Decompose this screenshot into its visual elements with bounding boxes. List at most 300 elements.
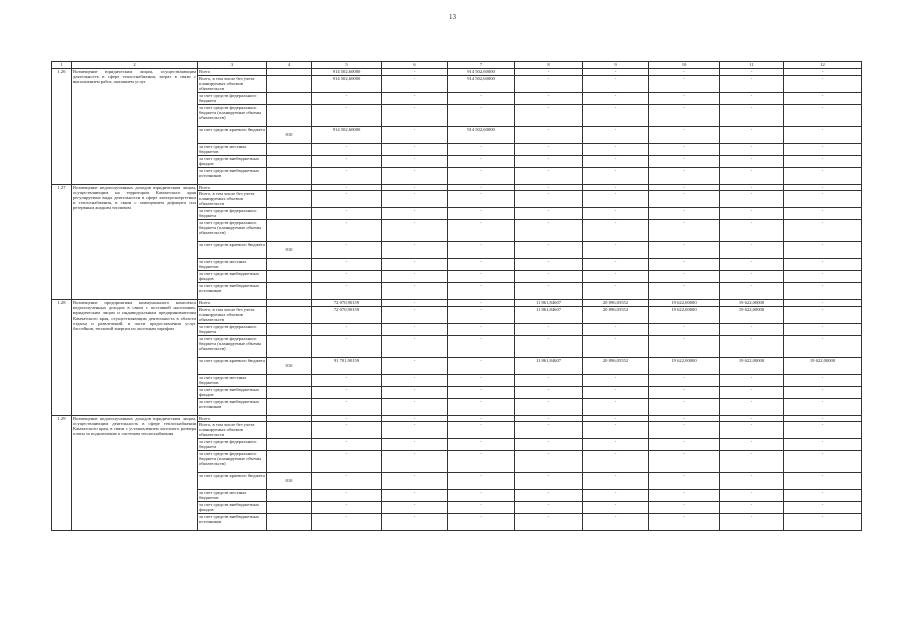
value-cell: - [649, 451, 720, 473]
value-cell: - [515, 439, 583, 451]
value-cell: - [382, 422, 448, 439]
value-cell: - [382, 104, 448, 126]
value-cell: - [649, 259, 720, 271]
value-cell: - [649, 242, 720, 259]
value-cell: - [312, 439, 382, 451]
budget-code [267, 92, 312, 104]
value-cell: - [720, 191, 784, 208]
value-cell: - [649, 104, 720, 126]
funding-source: за счет средств краевого бюджета [198, 357, 267, 374]
value-cell: - [448, 415, 515, 422]
section-number: 1.26 [52, 69, 72, 185]
budget-code [267, 422, 312, 439]
value-cell: 20 896,05552 [583, 357, 649, 374]
value-cell: - [583, 155, 649, 167]
funding-source: за счет средств внебюджетных фондов [198, 502, 267, 514]
budget-code: 810 [267, 126, 312, 143]
value-cell: 19 622,00000 [649, 357, 720, 374]
header-cell: 7 [448, 62, 515, 69]
value-cell: - [583, 451, 649, 473]
value-cell: - [515, 184, 583, 191]
value-cell: - [649, 323, 720, 335]
header-cell: 3 [198, 62, 267, 69]
value-cell: - [720, 422, 784, 439]
funding-source: за счет средств внебюджетных источников [198, 514, 267, 531]
value-cell: 914 502,60000 [448, 75, 515, 92]
value-cell: - [649, 374, 720, 386]
value-cell: - [312, 242, 382, 259]
funding-source: за счет средств внебюджетных источников [198, 398, 267, 415]
value-cell: - [720, 386, 784, 398]
value-cell: - [382, 502, 448, 514]
value-cell: - [649, 208, 720, 220]
value-cell: - [382, 167, 448, 184]
value-cell: 19 622,00000 [649, 300, 720, 307]
value-cell: 19 622,00000 [784, 357, 862, 374]
value-cell: - [649, 69, 720, 76]
value-cell: - [515, 92, 583, 104]
value-cell: - [649, 283, 720, 300]
header-cell: 4 [267, 62, 312, 69]
value-cell: 19 622,00000 [720, 300, 784, 307]
value-cell: - [382, 514, 448, 531]
value-cell: - [649, 490, 720, 502]
value-cell: 72 070,90159 [312, 300, 382, 307]
header-cell: 6 [382, 62, 448, 69]
value-cell: - [583, 283, 649, 300]
value-cell: - [784, 92, 862, 104]
value-cell: - [583, 398, 649, 415]
value-cell: - [382, 323, 448, 335]
value-cell: - [720, 208, 784, 220]
value-cell: - [515, 69, 583, 76]
value-cell: - [382, 92, 448, 104]
value-cell: - [720, 398, 784, 415]
value-cell: 72 070,90159 [312, 306, 382, 323]
value-cell: - [312, 271, 382, 283]
value-cell: - [720, 167, 784, 184]
value-cell: - [649, 502, 720, 514]
budget-code: 810 [267, 357, 312, 374]
value-cell: 11 861,84607 [515, 300, 583, 307]
value-cell: - [583, 490, 649, 502]
value-cell: - [382, 300, 448, 307]
value-cell: - [312, 386, 382, 398]
value-cell: - [312, 473, 382, 490]
value-cell: - [583, 386, 649, 398]
value-cell: - [784, 184, 862, 191]
value-cell: - [448, 104, 515, 126]
funding-source: за счет средств краевого бюджета [198, 473, 267, 490]
funding-source: Всего, в том числе без учета планируемых объемов обязательств [198, 422, 267, 439]
budget-code [267, 283, 312, 300]
funding-source: за счет средств федерального бюджета (планируемые объемы обязательств) [198, 451, 267, 473]
budget-code [267, 502, 312, 514]
value-cell: - [583, 143, 649, 155]
budget-code [267, 259, 312, 271]
value-cell: 914 502,60000 [312, 126, 382, 143]
value-cell: - [448, 357, 515, 374]
header-cell: 11 [720, 62, 784, 69]
value-cell: - [784, 514, 862, 531]
value-cell: - [720, 502, 784, 514]
funding-source: за счет средств федерального бюджета (планируемые объемы обязательств) [198, 104, 267, 126]
value-cell: - [382, 335, 448, 357]
value-cell: - [583, 335, 649, 357]
header-cell: 8 [515, 62, 583, 69]
value-cell: - [583, 422, 649, 439]
value-cell: - [720, 439, 784, 451]
value-cell: - [382, 191, 448, 208]
value-cell: - [382, 386, 448, 398]
budget-code [267, 143, 312, 155]
value-cell: - [720, 242, 784, 259]
value-cell: - [720, 451, 784, 473]
value-cell: - [720, 155, 784, 167]
value-cell: - [515, 451, 583, 473]
value-cell: - [784, 259, 862, 271]
value-cell: - [448, 184, 515, 191]
header-cell: 10 [649, 62, 720, 69]
value-cell: - [515, 155, 583, 167]
budget-code [267, 167, 312, 184]
value-cell: 20 896,05552 [583, 306, 649, 323]
value-cell: - [448, 208, 515, 220]
value-cell: - [515, 259, 583, 271]
value-cell: - [583, 191, 649, 208]
value-cell: - [784, 473, 862, 490]
value-cell: - [649, 514, 720, 531]
value-cell: - [515, 335, 583, 357]
value-cell: - [784, 323, 862, 335]
value-cell: - [784, 69, 862, 76]
budget-code [267, 75, 312, 92]
value-cell: - [515, 502, 583, 514]
value-cell: - [720, 490, 784, 502]
value-cell: 11 861,84607 [515, 357, 583, 374]
value-cell: - [784, 451, 862, 473]
value-cell: - [583, 323, 649, 335]
value-cell: - [312, 104, 382, 126]
value-cell: - [312, 155, 382, 167]
value-cell: 914 502,60000 [312, 75, 382, 92]
value-cell: - [583, 415, 649, 422]
funding-source: за счет средств внебюджетных фондов [198, 386, 267, 398]
funding-source: Всего [198, 184, 267, 191]
funding-source: за счет средств краевого бюджета [198, 126, 267, 143]
value-cell: - [720, 104, 784, 126]
funding-source: за счет средств местных бюджетов [198, 490, 267, 502]
value-cell: 11 861,84607 [515, 306, 583, 323]
value-cell: - [515, 75, 583, 92]
value-cell: - [382, 155, 448, 167]
value-cell: - [784, 271, 862, 283]
value-cell: - [448, 439, 515, 451]
budget-code [267, 208, 312, 220]
budget-code [267, 220, 312, 242]
budget-code [267, 398, 312, 415]
budget-code [267, 335, 312, 357]
value-cell: - [382, 374, 448, 386]
funding-source: за счет средств внебюджетных источников [198, 283, 267, 300]
value-cell: - [448, 306, 515, 323]
value-cell: - [312, 451, 382, 473]
value-cell: - [649, 439, 720, 451]
value-cell: - [720, 92, 784, 104]
value-cell: - [448, 155, 515, 167]
funding-source: за счет средств федерального бюджета (планируемые объемы обязательств) [198, 220, 267, 242]
value-cell: - [649, 335, 720, 357]
budget-code [267, 155, 312, 167]
value-cell: - [382, 242, 448, 259]
value-cell: - [382, 208, 448, 220]
value-cell: - [312, 398, 382, 415]
value-cell: 19 622,00000 [649, 306, 720, 323]
value-cell: - [312, 283, 382, 300]
value-cell: - [784, 191, 862, 208]
value-cell: - [448, 283, 515, 300]
value-cell: - [515, 167, 583, 184]
section-number: 1.28 [52, 300, 72, 416]
value-cell: - [784, 143, 862, 155]
value-cell: - [382, 451, 448, 473]
value-cell: - [312, 191, 382, 208]
value-cell: - [448, 335, 515, 357]
value-cell: - [382, 69, 448, 76]
value-cell: - [448, 242, 515, 259]
value-cell: - [720, 184, 784, 191]
budget-code [267, 104, 312, 126]
value-cell: - [448, 473, 515, 490]
funding-source: Всего, в том числе без учета планируемых объемов обязательств [198, 191, 267, 208]
value-cell: - [382, 75, 448, 92]
value-cell: - [784, 220, 862, 242]
value-cell: - [448, 386, 515, 398]
budget-code [267, 386, 312, 398]
value-cell: - [312, 92, 382, 104]
value-cell: - [720, 415, 784, 422]
funding-source: Всего [198, 415, 267, 422]
value-cell: - [515, 283, 583, 300]
budget-code: 810 [267, 242, 312, 259]
budget-code [267, 306, 312, 323]
value-cell: - [515, 323, 583, 335]
value-cell: - [382, 306, 448, 323]
value-cell: - [515, 398, 583, 415]
value-cell: - [448, 300, 515, 307]
value-cell: - [583, 514, 649, 531]
value-cell: - [784, 300, 862, 307]
value-cell: - [448, 143, 515, 155]
value-cell: - [312, 167, 382, 184]
value-cell: - [382, 283, 448, 300]
value-cell: - [448, 422, 515, 439]
value-cell: - [784, 398, 862, 415]
value-cell: - [515, 191, 583, 208]
value-cell: - [720, 323, 784, 335]
value-cell: - [312, 259, 382, 271]
value-cell: - [720, 75, 784, 92]
value-cell: - [515, 208, 583, 220]
value-cell: - [784, 104, 862, 126]
value-cell: - [649, 184, 720, 191]
value-cell: - [583, 184, 649, 191]
funding-source: Всего [198, 300, 267, 307]
budget-code [267, 514, 312, 531]
value-cell: - [312, 335, 382, 357]
value-cell: - [784, 208, 862, 220]
value-cell: - [312, 490, 382, 502]
header-cell: 9 [583, 62, 649, 69]
value-cell: - [448, 271, 515, 283]
value-cell: - [515, 143, 583, 155]
header-cell: 2 [72, 62, 198, 69]
value-cell: - [649, 271, 720, 283]
value-cell: 914 502,60000 [448, 69, 515, 76]
value-cell: 19 622,00000 [720, 306, 784, 323]
value-cell: - [312, 184, 382, 191]
value-cell: - [784, 126, 862, 143]
funding-source: за счет средств федерального бюджета [198, 439, 267, 451]
value-cell: - [448, 374, 515, 386]
value-cell: - [382, 184, 448, 191]
value-cell: - [448, 167, 515, 184]
value-cell: - [784, 439, 862, 451]
value-cell: - [583, 75, 649, 92]
value-cell: - [382, 143, 448, 155]
funding-source: за счет средств внебюджетных фондов [198, 155, 267, 167]
value-cell: - [515, 490, 583, 502]
value-cell: - [583, 104, 649, 126]
value-cell: - [720, 514, 784, 531]
funding-source: за счет средств местных бюджетов [198, 374, 267, 386]
value-cell: 914 502,60000 [312, 69, 382, 76]
value-cell: - [583, 69, 649, 76]
funding-source: за счет средств внебюджетных фондов [198, 271, 267, 283]
value-cell: - [382, 490, 448, 502]
value-cell: - [583, 92, 649, 104]
value-cell: - [515, 374, 583, 386]
value-cell: - [784, 283, 862, 300]
section-number: 1.29 [52, 415, 72, 531]
header-row [52, 62, 862, 69]
header-cell: 5 [312, 62, 382, 69]
value-cell: - [515, 473, 583, 490]
value-cell: - [382, 271, 448, 283]
funding-source: за счет средств федерального бюджета [198, 208, 267, 220]
value-cell: - [448, 451, 515, 473]
value-cell: - [515, 514, 583, 531]
value-cell: - [382, 415, 448, 422]
section-title: Возмещение недополученных доходов юридическим лицам, осуществляющим на территории Камчатского края регулируемые виды деятельности в сфере электроэнергетики и теплоснабжения, в связи с замещением дефицита сил резервным жидким топливом [72, 184, 198, 300]
budget-code [267, 271, 312, 283]
value-cell: - [515, 271, 583, 283]
value-cell: - [583, 502, 649, 514]
value-cell: - [448, 220, 515, 242]
value-cell: - [312, 415, 382, 422]
value-cell: - [583, 167, 649, 184]
value-cell: 20 896,05552 [583, 300, 649, 307]
value-cell: - [448, 92, 515, 104]
value-cell: - [515, 422, 583, 439]
budget-code [267, 439, 312, 451]
value-cell: - [312, 323, 382, 335]
value-cell: - [312, 374, 382, 386]
value-cell: - [784, 75, 862, 92]
value-cell: - [583, 126, 649, 143]
value-cell: - [720, 473, 784, 490]
funding-source: за счет средств местных бюджетов [198, 143, 267, 155]
value-cell: - [448, 514, 515, 531]
value-cell: - [382, 439, 448, 451]
value-cell: - [720, 335, 784, 357]
value-cell: - [649, 167, 720, 184]
value-cell: 91 701,90159 [312, 357, 382, 374]
value-cell: - [515, 220, 583, 242]
value-cell: - [382, 473, 448, 490]
value-cell: - [448, 398, 515, 415]
value-cell: - [784, 155, 862, 167]
section-title: Возмещение предприятиям коммунального комплекса недополученных доходов в связи с поставкой населению, юридическим лицам и индивидуальным предпринимателям Камчатского края, осуществляющим деятельность в области отдыха и развлечений, в части предоставления услуг бассейнов, тепловой энергии по льготным тарифам [72, 300, 198, 416]
value-cell: - [382, 126, 448, 143]
value-cell: - [382, 220, 448, 242]
value-cell: - [784, 415, 862, 422]
budget-table [51, 61, 862, 531]
value-cell: - [448, 259, 515, 271]
value-cell: - [784, 306, 862, 323]
value-cell: - [784, 502, 862, 514]
section-number: 1.27 [52, 184, 72, 300]
budget-code: 810 [267, 473, 312, 490]
value-cell: - [649, 398, 720, 415]
value-cell: - [720, 126, 784, 143]
section-title: Возмещение недополученных доходов юридическим лицам, осуществляющим деятельность в сфере теплоснабжения Камчатского края, в связи с установлением льготного размера платы за подключение к системам теплоснабжения [72, 415, 198, 531]
value-cell: - [649, 155, 720, 167]
value-cell: - [649, 126, 720, 143]
value-cell: - [649, 75, 720, 92]
header-cell: 12 [784, 62, 862, 69]
funding-source: Всего, в том числе без учета планируемых объемов обязательств [198, 75, 267, 92]
value-cell: - [583, 271, 649, 283]
value-cell: - [649, 422, 720, 439]
value-cell: - [720, 69, 784, 76]
value-cell: - [720, 259, 784, 271]
value-cell: - [382, 357, 448, 374]
value-cell: - [784, 374, 862, 386]
value-cell: - [515, 126, 583, 143]
value-cell: - [784, 167, 862, 184]
value-cell: - [515, 415, 583, 422]
funding-source: за счет средств внебюджетных источников [198, 167, 267, 184]
value-cell: - [312, 502, 382, 514]
value-cell: - [649, 386, 720, 398]
value-cell: 914 502,60000 [448, 126, 515, 143]
funding-source: за счет средств федерального бюджета [198, 323, 267, 335]
value-cell: - [784, 422, 862, 439]
value-cell: - [515, 386, 583, 398]
value-cell: - [382, 398, 448, 415]
header-cell: 1 [52, 62, 72, 69]
value-cell: - [720, 374, 784, 386]
value-cell: 19 622,00000 [720, 357, 784, 374]
value-cell: - [784, 242, 862, 259]
value-cell: - [312, 220, 382, 242]
budget-code [267, 490, 312, 502]
value-cell: - [583, 374, 649, 386]
value-cell: - [448, 502, 515, 514]
value-cell: - [649, 415, 720, 422]
value-cell: - [448, 323, 515, 335]
